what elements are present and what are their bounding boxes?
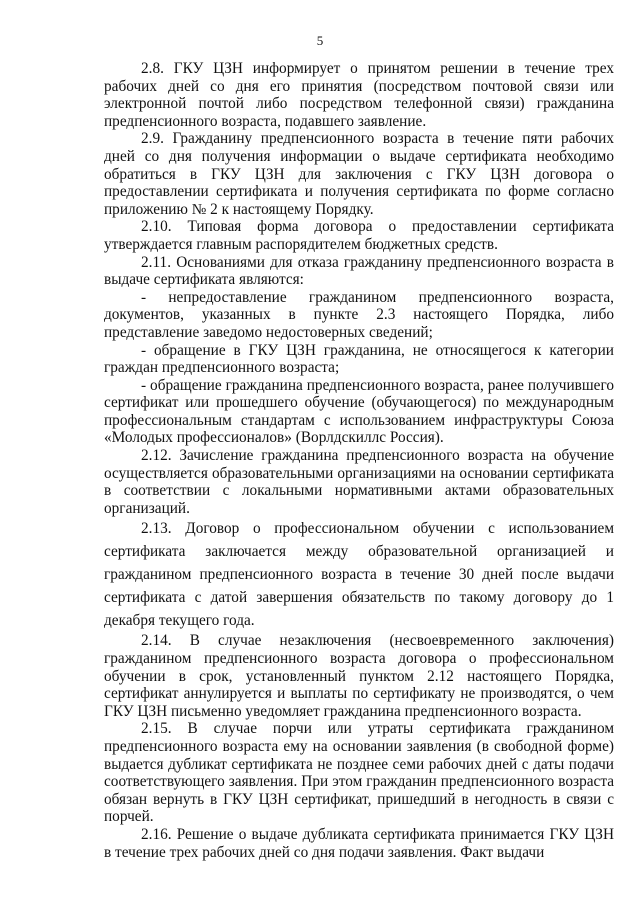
list-item-refusal-ground-2: - обращение в ГКУ ЦЗН гражданина, не относящегося к категории граждан предпенсионного возраста; [104,341,614,377]
list-item-refusal-ground-3: - обращение гражданина предпенсионного возраста, ранее получившего сертификат или прошедшего обучение (обучающегося) по международным профессиональным стандартам с использованием инфраструктуры Союза «Молодых профессионалов» (Ворлдскиллс Россия). [104,376,614,447]
paragraph-2-14: 2.14. В случае незаключения (несвоевременного заключения) гражданином предпенсионного возраста договора о профессиональном обучении в срок, установленный пунктом 2.12 настоящего Порядка, сертификат аннулируется и выплаты по сертификату не производятся, о чем ГКУ ЦЗН письменно уведомляет гражданина предпенсионного возраста. [104,632,614,720]
paragraph-2-10: 2.10. Типовая форма договора о предоставлении сертификата утверждается главным распорядителем бюджетных средств. [104,218,614,253]
paragraph-2-16: 2.16. Решение о выдаче дубликата сертификата принимается ГКУ ЦЗН в течение трех рабочих дней со дня подачи заявления. Факт выдачи [104,825,614,861]
list-item-refusal-ground-1: - непредоставление гражданином предпенсионного возраста, документов, указанных в пункте 2.3 настоящего Порядка, либо представление заведомо недостоверных сведений; [104,288,614,341]
document-body [104,60,614,861]
paragraph-2-8: 2.8. ГКУ ЦЗН информирует о принятом решении в течение трех рабочих дней со дня его принятия (посредством почтовой связи или электронной почтой либо посредством телефонной связи) гражданина предпенсионного возраста, подавшего заявление. [104,60,614,130]
paragraph-2-13: 2.13. Договор о профессиональном обучении с использованием сертификата заключается между образовательной организацией и гражданином предпенсионного возраста в течение 30 дней после выдачи сертификата с датой завершения обязательств по такому договору до 1 декабря текущего года. [104,520,614,630]
paragraph-2-9: 2.9. Гражданину предпенсионного возраста в течение пяти рабочих дней со дня получения информации о выдаче сертификата необходимо обратиться в ГКУ ЦЗН для заключения с ГКУ ЦЗН договора о предоставлении сертификата и получения сертификата по форме согласно приложению № 2 к настоящему Порядку. [104,130,614,218]
page-number: 5 [316,33,324,48]
paragraph-2-12: 2.12. Зачисление гражданина предпенсионного возраста на обучение осуществляется образовательными организациями на основании сертификата в соответствии с локальными нормативными актами образовательных организаций. [104,447,614,517]
paragraph-2-11: 2.11. Основаниями для отказа гражданину предпенсионного возраста в выдаче сертификата являются: [104,253,614,289]
paragraph-2-15: 2.15. В случае порчи или утраты сертификата гражданином предпенсионного возраста ему на основании заявления (в свободной форме) выдается дубликат сертификата не позднее семи рабочих дней с даты подачи соответствующего заявления. При этом гражданин предпенсионного возраста обязан вернуть в ГКУ ЦЗН сертификат, пришедший в негодность в связи с порчей. [104,720,614,826]
